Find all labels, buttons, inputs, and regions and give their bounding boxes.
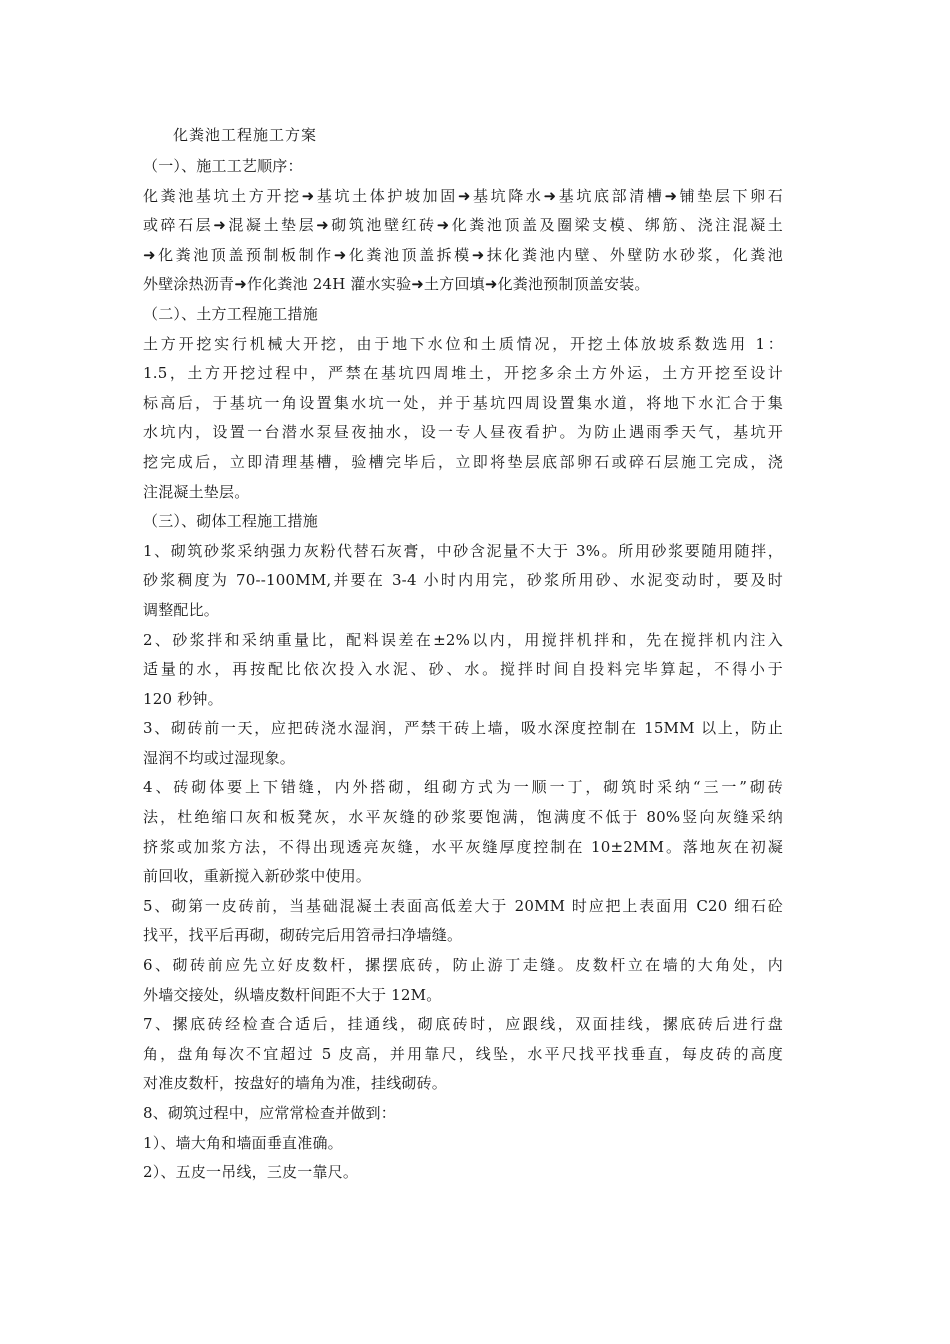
text-line: 调整配比。 [143, 600, 220, 619]
text-line: 2、砂浆拌和采纳重量比，配料误差在±2%以内，用搅拌机拌和，先在搅拌机内注入 [143, 630, 783, 649]
text-line: （三）、砌体工程施工措施 [143, 512, 318, 531]
document-title: 化粪池工程施工方案 [173, 126, 318, 144]
text-line: 土方开挖实行机械大开挖，由于地下水位和土质情况，开挖土体放坡系数选用 1： [143, 334, 783, 353]
text-line: 法，杜绝缩口灰和板凳灰，水平灰缝的砂浆要饱满，饱满度不低于 80%竖向灰缝采纳 [143, 808, 783, 827]
document-body [143, 152, 783, 1188]
text-line: 砂浆稠度为 70--100MM,并要在 3-4 小时内用完，砂浆所用砂、水泥变动时，要及时 [143, 571, 783, 590]
text-line: 或碎石层➜混凝土垫层➜砌筑池壁红砖➜化粪池顶盖及圈梁支模、绑筋、浇注混凝土 [143, 216, 783, 235]
text-line: ➜化粪池顶盖预制板制作➜化粪池顶盖拆模➜抹化粪池内壁、外壁防水砂浆，化粪池 [143, 245, 783, 264]
text-line: 2）、五皮一吊线，三皮一靠尺。 [143, 1163, 359, 1182]
text-line: 湿润不均或过湿现象。 [143, 748, 296, 767]
text-line: 4、砖砌体要上下错缝，内外搭砌，组砌方式为一顺一丁，砌筑时采纳“三一”砌砖 [143, 778, 783, 797]
text-line: 8、砌筑过程中，应常常检查并做到： [143, 1104, 396, 1122]
text-line: （一）、施工工艺顺序： [143, 157, 303, 175]
text-line: 注混凝土垫层。 [143, 482, 250, 501]
text-line: 外壁涂热沥青➜作化粪池 24H 灌水实验➜土方回填➜化粪池预制顶盖安装。 [143, 275, 650, 294]
text-line: 1）、墙大角和墙面垂直准确。 [143, 1133, 343, 1152]
text-line: 7、摞底砖经检查合适后，挂通线，砌底砖时，应跟线，双面挂线，摞底砖后进行盘 [143, 1015, 783, 1034]
text-line: 适量的水，再按配比依次投入水泥、砂、水。搅拌时间自投料完毕算起，不得小于 [143, 660, 783, 679]
text-line: 3、砌砖前一天，应把砖浇水湿润，严禁干砖上墙，吸水深度控制在 15MM 以上，防止 [143, 719, 783, 738]
text-line: 外墙交接处，纵墙皮数杆间距不大于 12M。 [143, 985, 442, 1004]
text-line: 对准皮数杆，按盘好的墙角为准，挂线砌砖。 [143, 1074, 448, 1093]
text-line: 前回收，重新搅入新砂浆中使用。 [143, 867, 372, 886]
text-line: 挖完成后，立即清理基槽，验槽完毕后，立即将垫层底部卵石或碎石层施工完成，浇 [143, 452, 783, 471]
text-line: 找平，找平后再砌，砌砖完后用笤帚扫净墙缝。 [143, 926, 463, 945]
text-line: 标高后，于基坑一角设置集水坑一处，并于基坑四周设置集水道，将地下水汇合于集 [143, 393, 783, 412]
text-line: 1、砌筑砂浆采纳强力灰粉代替石灰膏，中砂含泥量不大于 3%。所用砂浆要随用随拌， [143, 541, 783, 560]
text-line: （二）、土方工程施工措施 [143, 304, 318, 323]
text-line: 水坑内，设置一台潜水泵昼夜抽水，设一专人昼夜看护。为防止遇雨季天气，基坑开 [143, 423, 783, 442]
text-line: 5、砌第一皮砖前，当基础混凝土表面高低差大于 20MM 时应把上表面用 C20 细石砼 [143, 896, 783, 915]
text-line: 化粪池基坑土方开挖➜基坑土体护坡加固➜基坑降水➜基坑底部清槽➜铺垫层下卵石 [143, 186, 783, 205]
text-line: 挤浆或加浆方法，不得出现透亮灰缝，水平灰缝厚度控制在 10±2MM。落地灰在初凝 [143, 837, 783, 856]
text-line: 1.5，土方开挖过程中，严禁在基坑四周堆土，开挖多余土方外运，土方开挖至设计 [143, 364, 783, 383]
text-line: 6、砌砖前应先立好皮数杆，摞摆底砖，防止游丁走缝。皮数杆立在墙的大角处，内 [143, 956, 783, 975]
text-line: 120 秒钟。 [143, 689, 223, 708]
text-line: 角，盘角每次不宜超过 5 皮高，并用靠尺，线坠，水平尺找平找垂直，每皮砖的高度 [143, 1044, 783, 1063]
